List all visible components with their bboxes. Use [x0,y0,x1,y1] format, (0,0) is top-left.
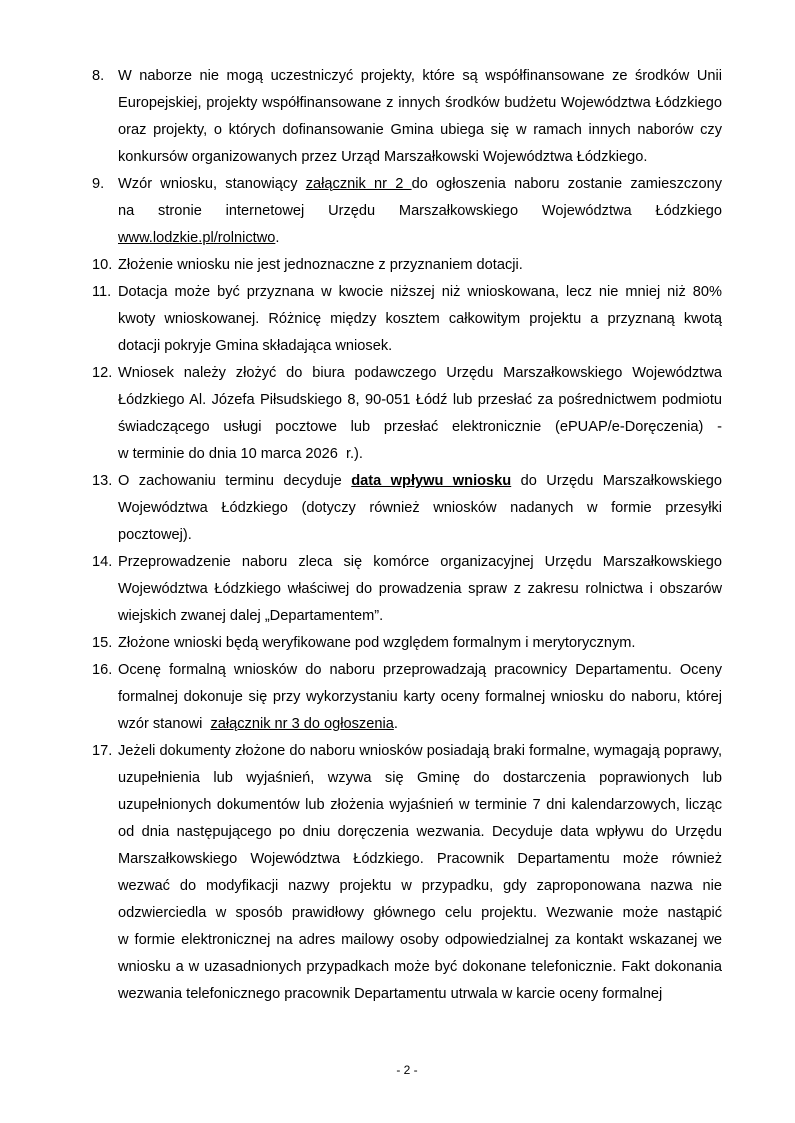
text-segment: Dotacja może być przyznana w kwocie niższej niż wnioskowana, lecz nie mniej niż 80% kwoty wnioskowanej. Różnicę między kosztem całkowitym projektu a przyznaną kwotą dotacji pokryje Gmina składająca wniosek. [118,284,722,354]
item-number: 11. [92,284,112,300]
item-text [118,743,722,1002]
list-item [92,468,722,549]
list-item [92,630,722,657]
item-number: 17. [92,743,113,759]
lodzkie-rolnictwo-link[interactable]: www.lodzkie.pl/rolnictwo [118,230,276,246]
text-segment: Ocenę formalną wniosków do naboru przeprowadzają pracownicy Departamentu. Oceny formalnej dokonuje się przy wykorzystaniu karty oceny formalnej wniosku do naboru, której wzór stanowi [118,662,722,732]
text-segment: . [275,230,280,246]
list-item [92,279,722,360]
item-text [118,68,722,165]
item-text [118,473,722,543]
text-segment: . [393,716,398,732]
text-segment: Wzór wniosku, stanowiący [118,176,306,192]
item-number: 15. [92,635,113,651]
text-segment: Złożenie wniosku nie jest jednoznaczne z przyznaniem dotacji. [118,257,523,273]
item-number: 8. [92,68,105,84]
item-text [118,554,722,624]
text-segment: Złożone wnioski będą weryfikowane pod względem formalnym i merytorycznym. [118,635,636,651]
text-segment: O zachowaniu terminu decyduje [118,473,352,489]
item-text [118,176,722,246]
text-segment: do Urzędu Marszałkowskiego Województwa Łódzkiego (dotyczy również wniosków nadanych w formie przesyłki pocztowej). [118,473,722,543]
text-segment: Przeprowadzenie naboru zleca się komórce organizacyjnej Urzędu Marszałkowskiego Województwa Łódzkiego właściwej do prowadzenia spraw z zakresu rolnictwa i obszarów wiejskich zwanej dalej „Departamentem”. [118,554,722,624]
text-segment: Wniosek należy złożyć do biura podawczego Urzędu Marszałkowskiego Województwa Łódzkiego Al. Józefa Piłsudskiego 8, 90-051 Łódź lub przesłać za pośrednictwem podmiotu świadczącego usługi pocztowe lub przesłać elektronicznie (ePUAP/e-Doręczenia) - w terminie do dnia 10 marca 2026 r.). [118,365,722,462]
item-number: 16. [92,662,113,678]
list-item [92,252,722,279]
item-text [118,365,722,462]
list-item [92,738,722,1008]
text-segment: do ogłoszenia naboru zostanie zamieszczony na stronie internetowej Urzędu Marszałkowskiego Województwa Łódzkiego [118,176,723,219]
item-number: 10. [92,257,113,273]
item-number: 12. [92,365,113,381]
list-item [92,171,722,252]
item-text [118,284,722,354]
attachment-2-reference: załącznik nr 2 [305,176,412,192]
list-item [92,360,722,468]
item-text [118,257,523,273]
item-number: 13. [92,473,113,489]
page-number: - 2 - [396,1063,418,1077]
text-segment: Jeżeli dokumenty złożone do naboru wniosków posiadają braki formalne, wymagają poprawy, uzupełnienia lub wyjaśnień, wzywa się Gminę do dostarczenia poprawionych lub uzupełnionych dokumentów lub złożenia wyjaśnień w terminie 7 dni kalendarzowych, licząc od dnia następującego po dniu doręczenia wezwania. Decyduje data wpływu do Urzędu Marszałkowskiego Województwa Łódzkiego. Pracownik Departamentu może również wezwać do modyfikacji nazwy projektu w przypadku, gdy zaproponowana nazwa nie odzwierciedla w sposób prawidłowy głównego celu projektu. Wezwanie może nastąpić w formie elektronicznej na adres mailowy osoby odpowiedzialnej za kontakt wskazanej we wniosku a w uzasadnionych przypadkach może być dokonane telefonicznie. Fakt dokonania wezwania telefonicznego pracownik Departamentu utrwala w karcie oceny formalnej [118,743,722,1002]
item-text [118,662,722,732]
item-number: 14. [92,554,113,570]
item-text [118,635,635,651]
attachment-3-reference: załącznik nr 3 do ogłoszenia [210,716,394,732]
item-number: 9. [92,176,105,192]
filing-date-emphasis: data wpływu wniosku [351,473,512,489]
text-segment: W naborze nie mogą uczestniczyć projekty, które są współfinansowane ze środków Unii Europejskiej, projekty współfinansowane z innych środków budżetu Województwa Łódzkiego oraz projekty, o których dofinansowanie Gmina ubiega się w ramach innych naborów czy konkursów organizowanych przez Urząd Marszałkowski Województwa Łódzkiego. [118,68,722,165]
list-item [92,63,722,171]
list-item [92,549,722,630]
list-item [92,657,722,738]
